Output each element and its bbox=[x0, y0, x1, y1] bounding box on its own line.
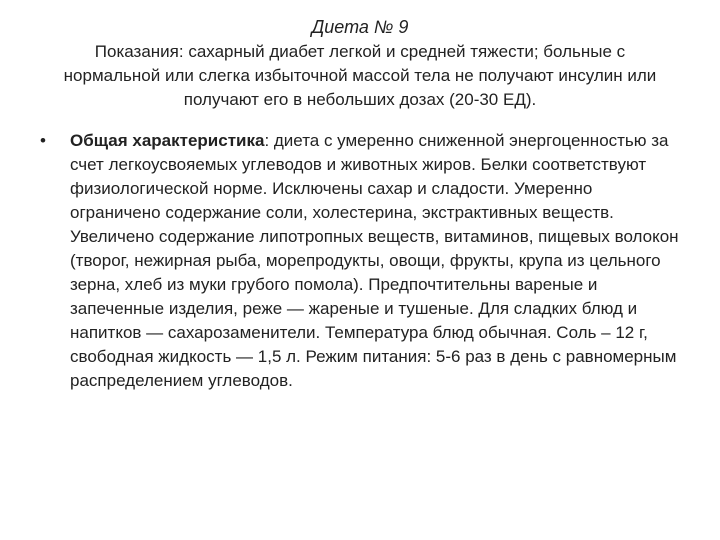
slide-title: Диета № 9 bbox=[311, 17, 409, 37]
bullet-term: Общая характеристика bbox=[70, 131, 265, 150]
bullet-dot-icon: • bbox=[40, 131, 46, 150]
indications-text: Показания: сахарный диабет легкой и средней тяжести; больные с нормальной или слегка избыточной массой тела не получают инсулин или получают его в небольших дозах (20-30 ЕД). bbox=[63, 42, 657, 109]
bullet-list bbox=[40, 129, 680, 393]
bullet-text: : диета с умеренно сниженной энергоценностью за счет легкоусвояемых углеводов и животных жиров. Белки соответствуют физиологической норме. Исключены сахар и сладости. Умеренно ограничено содержание соли, холестерина, экстрактивных веществ. Увеличено содержание липотропных веществ, витаминов, пищевых волокон (творог, нежирная рыба, морепродукты, овощи, фрукты, крупа из цельного зерна, хлеб из муки грубого помола). Предпочтительны вареные и запеченные изделия, реже — жареные и тушеные. Для сладких блюд и напитков — сахарозаменители. Температура блюд обычная. Соль – 12 г, свободная жидкость — 1,5 л. Режим питания: 5-6 раз в день с равномерным распределением углеводов. bbox=[70, 131, 679, 390]
bullet-item-general-characteristics bbox=[40, 129, 680, 393]
